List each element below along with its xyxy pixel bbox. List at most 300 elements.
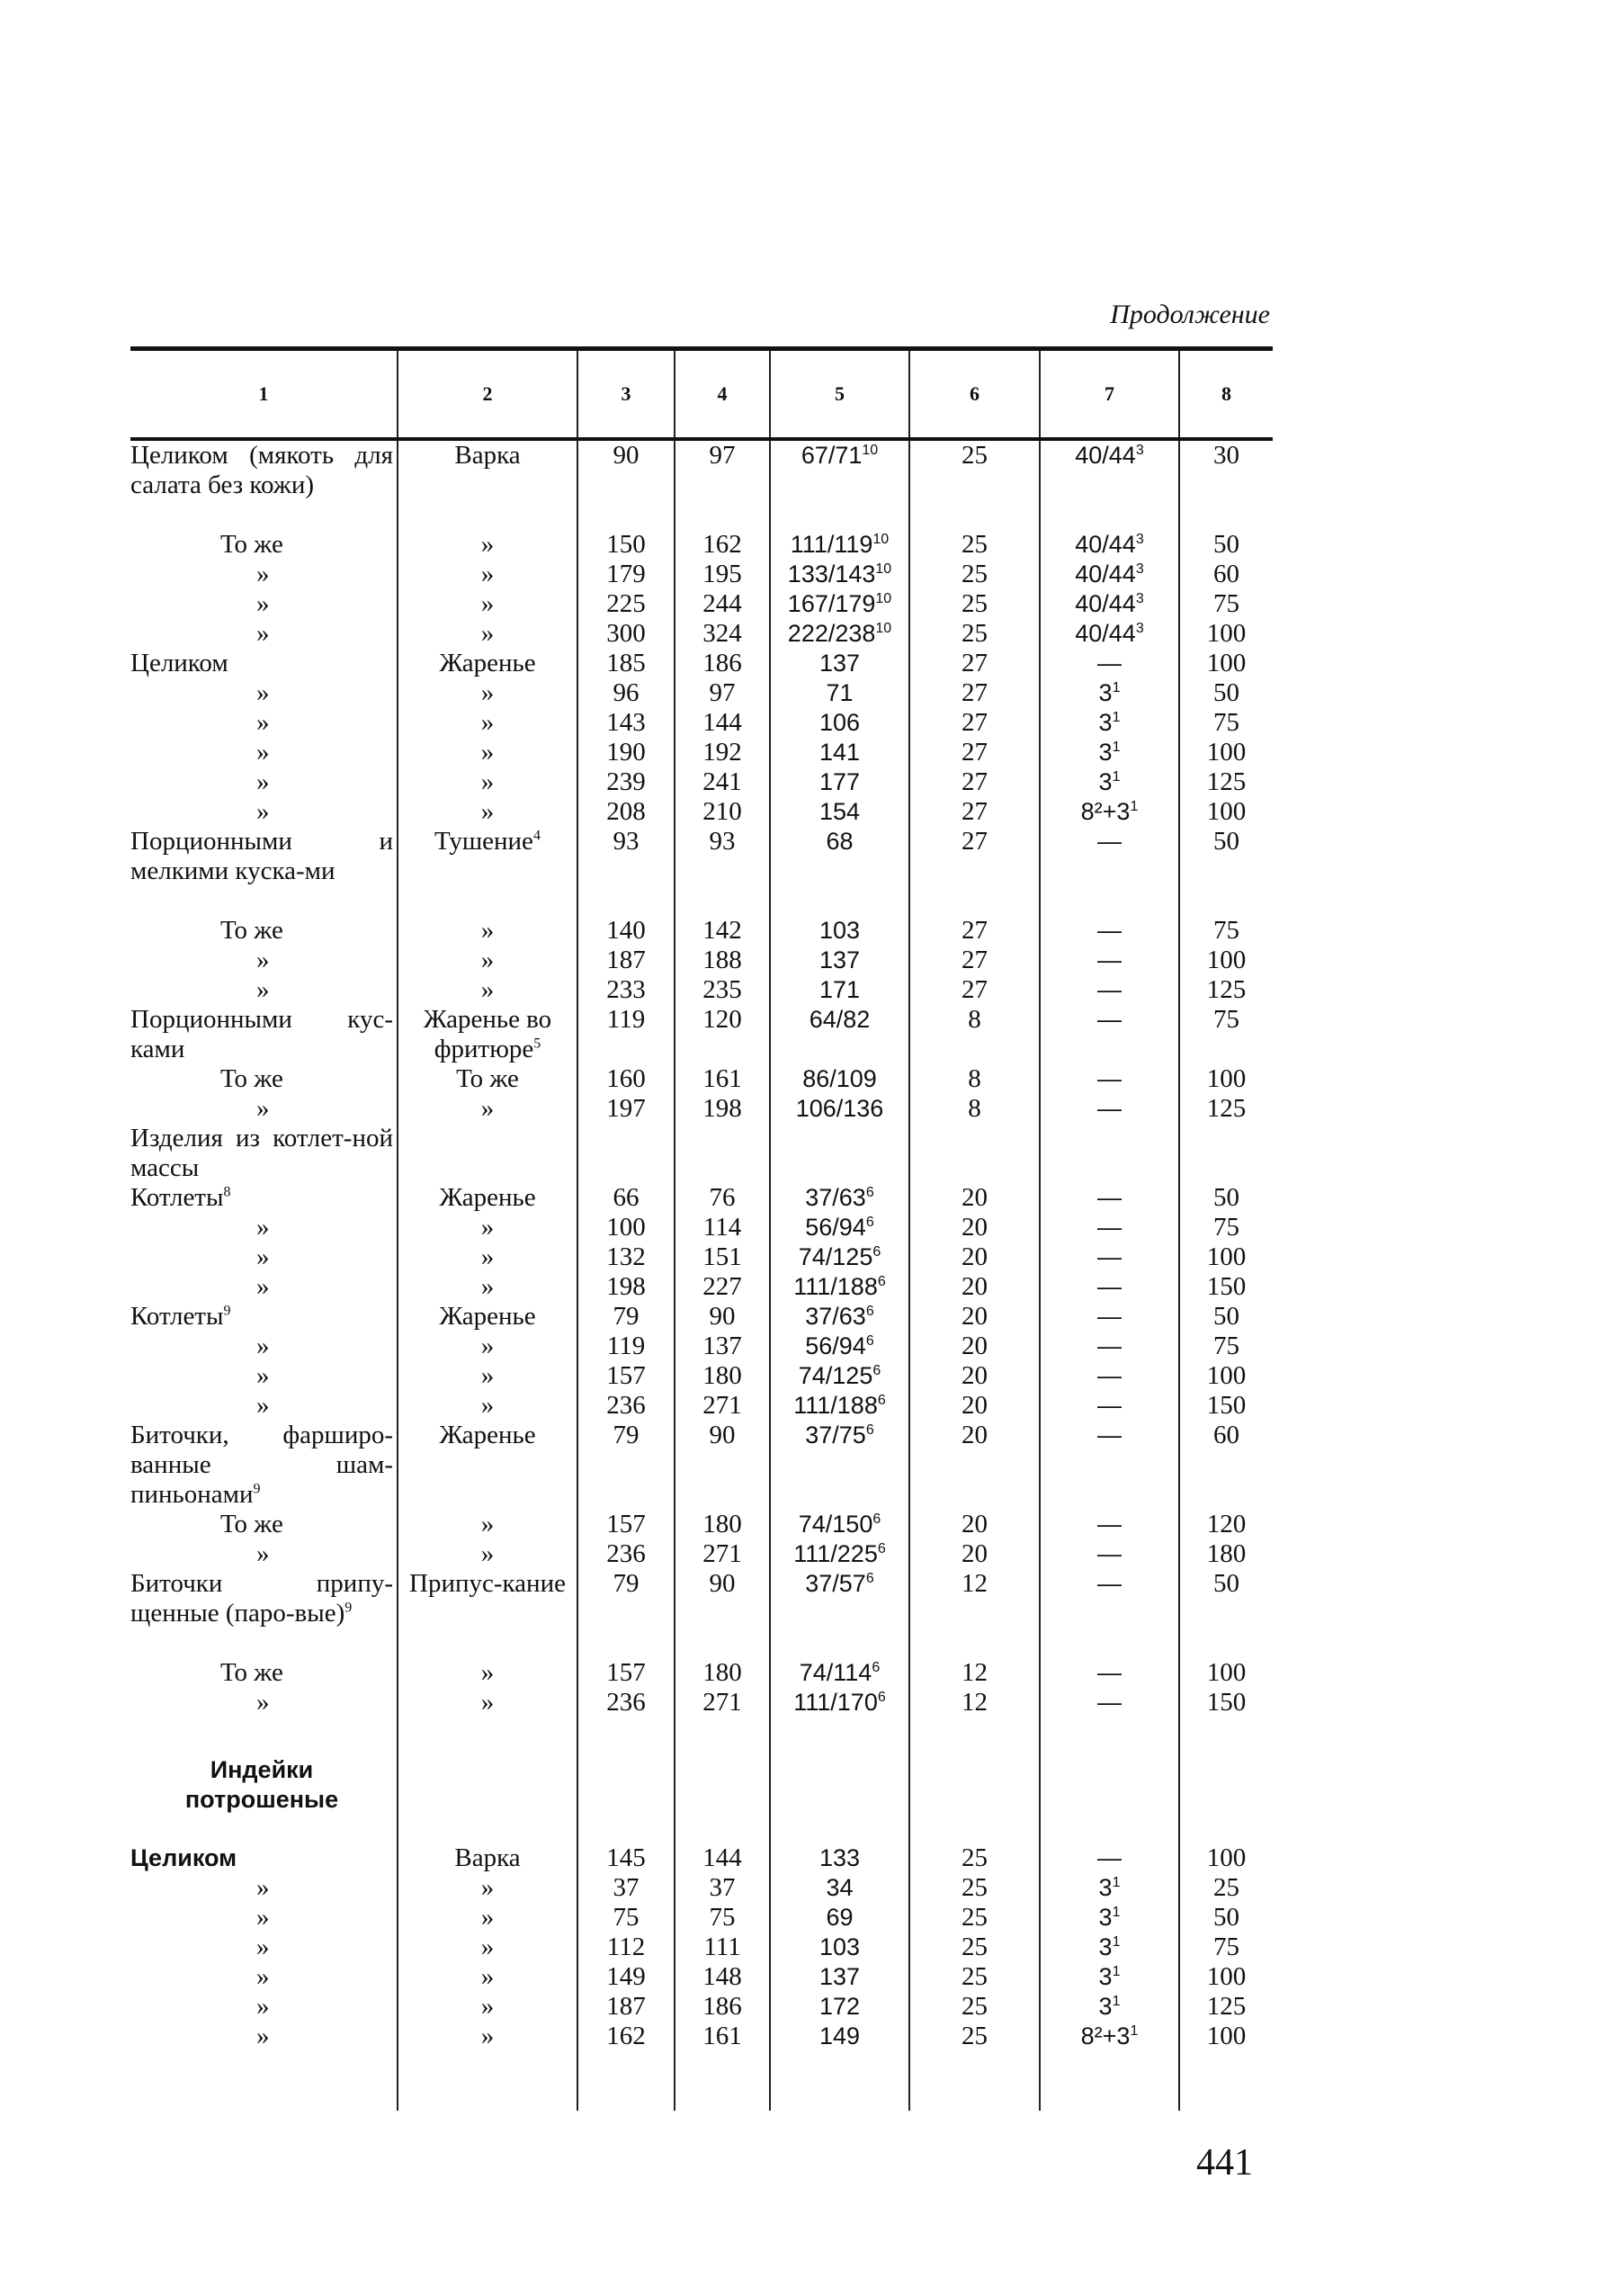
cell-text: 75 — [1213, 1005, 1239, 1034]
cell-text: 27 — [962, 975, 988, 1004]
cell-text: 75 — [1213, 1332, 1239, 1360]
cell-col-8 — [1180, 1718, 1273, 1843]
cell-col-2 — [398, 1539, 578, 1569]
cell-col-2 — [398, 530, 578, 560]
cell-col-5 — [771, 1124, 910, 1183]
cell-text: 236 — [606, 1688, 646, 1717]
cell-text: Тушение — [434, 827, 533, 856]
cell-text: 69 — [826, 1904, 854, 1931]
cell-col-8 — [1180, 1992, 1273, 2022]
footnote-ref: 6 — [865, 1422, 874, 1438]
cell-text: 76 — [709, 1183, 736, 1212]
cell-col-4 — [675, 441, 771, 530]
cell-col-2 — [398, 1005, 578, 1064]
cell-col-7 — [1041, 1658, 1180, 1688]
cell-text: 74/125 — [798, 1243, 873, 1270]
cell-text: » — [256, 1688, 270, 1717]
cell-col-2 — [398, 946, 578, 975]
cell-col-3 — [578, 1933, 675, 1962]
cell-text: То же — [220, 916, 283, 945]
footnote-ref: 1 — [1112, 680, 1121, 695]
cell-text: 75 — [1213, 589, 1239, 618]
cell-col-2 — [398, 1391, 578, 1421]
table-row — [130, 1933, 1273, 1962]
cell-col-3 — [578, 738, 675, 767]
table-body — [130, 441, 1273, 2111]
cell-col-8 — [1180, 1183, 1273, 1213]
cell-text: Биточки, фарширо-ванные шам-пиньонами — [130, 1421, 393, 1509]
empty-cell — [578, 2051, 675, 2111]
cell-text: » — [256, 1962, 270, 1991]
cell-text: 100 — [1206, 1843, 1247, 1872]
cell-text: — — [1097, 650, 1122, 677]
cell-col-3 — [578, 1843, 675, 1873]
empty-cell — [771, 2051, 910, 2111]
cell-col-7 — [1041, 649, 1180, 678]
cell-col-7 — [1041, 2022, 1180, 2051]
footnote-ref: 3 — [1135, 532, 1144, 547]
cell-col-6 — [910, 1183, 1041, 1213]
cell-text: 150 — [1206, 1391, 1247, 1420]
cell-col-7 — [1041, 1992, 1180, 2022]
cell-text: » — [480, 1242, 495, 1271]
cell-col-1 — [130, 1873, 398, 1903]
cell-text: 8²+3 — [1080, 2022, 1131, 2049]
table-row — [130, 530, 1273, 560]
cell-col-1 — [130, 1272, 398, 1302]
cell-col-8 — [1180, 1569, 1273, 1658]
cell-col-8 — [1180, 441, 1273, 530]
cell-col-5 — [771, 1843, 910, 1873]
cell-col-7 — [1041, 530, 1180, 560]
cell-text: 144 — [702, 708, 742, 737]
cell-text: » — [256, 1391, 270, 1420]
table-row — [130, 1213, 1273, 1242]
cell-text: 3 — [1098, 1993, 1113, 2020]
cell-col-2 — [398, 1302, 578, 1332]
cell-text: 157 — [606, 1658, 646, 1687]
cell-col-5 — [771, 1992, 910, 2022]
cell-col-6 — [910, 1658, 1041, 1688]
cell-text: » — [480, 738, 495, 767]
footnote-ref: 1 — [1130, 2023, 1139, 2039]
cell-col-4 — [675, 1361, 771, 1391]
cell-text: 27 — [962, 708, 988, 737]
cell-text: 144 — [702, 1843, 742, 1872]
cell-col-2 — [398, 1992, 578, 2022]
cell-col-4 — [675, 1933, 771, 1962]
table-row — [130, 708, 1273, 738]
cell-col-8 — [1180, 649, 1273, 678]
cell-col-2 — [398, 1569, 578, 1658]
cell-col-3 — [578, 1005, 675, 1064]
table-row — [130, 1272, 1273, 1302]
cell-col-3 — [578, 649, 675, 678]
cell-col-1 — [130, 1569, 398, 1658]
cell-col-6 — [910, 560, 1041, 589]
cell-col-2 — [398, 678, 578, 708]
cell-text: 66 — [613, 1183, 640, 1212]
cell-col-3 — [578, 1688, 675, 1718]
cell-col-6 — [910, 1539, 1041, 1569]
cell-text: 244 — [702, 589, 742, 618]
cell-col-8 — [1180, 1332, 1273, 1361]
cell-col-1 — [130, 708, 398, 738]
table-row — [130, 1183, 1273, 1213]
cell-col-4 — [675, 1094, 771, 1124]
cell-col-4 — [675, 530, 771, 560]
footnote-ref: 6 — [872, 1363, 881, 1378]
cell-col-3 — [578, 619, 675, 649]
cell-col-6 — [910, 1569, 1041, 1658]
cell-text: 142 — [702, 916, 742, 945]
cell-col-4 — [675, 2022, 771, 2051]
cell-text: 133/143 — [787, 561, 876, 587]
cell-col-7 — [1041, 1183, 1180, 1213]
cell-col-4 — [675, 1992, 771, 2022]
cell-text: То же — [220, 530, 283, 559]
cell-col-5 — [771, 619, 910, 649]
cell-text: 100 — [1206, 1064, 1247, 1093]
cell-text: 137 — [702, 1332, 742, 1360]
cell-col-2 — [398, 827, 578, 916]
footnote-ref: 1 — [1112, 1964, 1121, 1979]
cell-col-3 — [578, 1361, 675, 1391]
cell-col-6 — [910, 1124, 1041, 1183]
cell-col-7 — [1041, 1718, 1180, 1843]
cell-text: 162 — [702, 530, 742, 559]
cell-text: 180 — [702, 1510, 742, 1538]
cell-text: 50 — [1213, 1903, 1239, 1932]
footnote-ref: 1 — [1112, 1934, 1121, 1950]
column-header: 1 — [130, 351, 398, 437]
cell-col-6 — [910, 946, 1041, 975]
cell-col-1 — [130, 1213, 398, 1242]
table-row — [130, 1421, 1273, 1510]
cell-text: 3 — [1098, 679, 1113, 706]
cell-col-7 — [1041, 738, 1180, 767]
cell-text: 162 — [606, 2022, 646, 2050]
cell-col-4 — [675, 1391, 771, 1421]
cell-text: 25 — [1213, 1873, 1239, 1902]
footnote-ref: 10 — [872, 532, 890, 547]
cell-col-5 — [771, 441, 910, 530]
cell-text: 3 — [1098, 1933, 1113, 1960]
cell-col-3 — [578, 441, 675, 530]
cell-col-1 — [130, 827, 398, 916]
cell-text: 111 — [703, 1933, 741, 1961]
cell-col-6 — [910, 2022, 1041, 2051]
cell-col-2 — [398, 1843, 578, 1873]
cell-col-2 — [398, 649, 578, 678]
cell-text: 50 — [1213, 1569, 1239, 1598]
table-row — [130, 649, 1273, 678]
cell-col-2 — [398, 1332, 578, 1361]
footnote-ref: 3 — [1135, 443, 1144, 458]
cell-text: » — [256, 767, 270, 796]
cell-text: 74/114 — [799, 1659, 872, 1686]
cell-text: » — [480, 1992, 495, 2021]
cell-col-4 — [675, 1903, 771, 1933]
cell-col-7 — [1041, 560, 1180, 589]
cell-text: 20 — [962, 1242, 988, 1271]
cell-col-3 — [578, 1064, 675, 1094]
cell-col-7 — [1041, 1421, 1180, 1510]
cell-text: 27 — [962, 738, 988, 767]
footnote-ref: 6 — [865, 1215, 874, 1230]
cell-text: » — [256, 1903, 270, 1932]
cell-col-7 — [1041, 619, 1180, 649]
data-table — [130, 346, 1273, 2111]
cell-col-8 — [1180, 1361, 1273, 1391]
footnote-ref: 6 — [877, 1690, 886, 1705]
cell-col-3 — [578, 1391, 675, 1421]
cell-col-6 — [910, 1873, 1041, 1903]
cell-col-5 — [771, 678, 910, 708]
cell-text: 37/75 — [805, 1422, 866, 1448]
cell-col-5 — [771, 1569, 910, 1658]
cell-text: » — [256, 708, 270, 737]
continuation-label: Продолжение — [1110, 300, 1270, 329]
cell-text: 40/44 — [1075, 442, 1136, 469]
cell-text: 8 — [968, 1094, 981, 1123]
cell-col-6 — [910, 1843, 1041, 1873]
cell-col-7 — [1041, 1302, 1180, 1332]
cell-col-7 — [1041, 1094, 1180, 1124]
table-row — [130, 1094, 1273, 1124]
cell-col-2 — [398, 1962, 578, 1992]
cell-text: 20 — [962, 1302, 988, 1331]
cell-text: » — [480, 1213, 495, 1242]
cell-text: — — [1097, 1065, 1122, 1092]
cell-text: 236 — [606, 1391, 646, 1420]
cell-text: 137 — [818, 1963, 861, 1990]
cell-text: — — [1097, 1214, 1122, 1241]
cell-text: » — [256, 1213, 270, 1242]
cell-text: — — [1097, 1540, 1122, 1567]
cell-col-8 — [1180, 1124, 1273, 1183]
cell-col-7 — [1041, 1361, 1180, 1391]
cell-col-5 — [771, 916, 910, 946]
cell-text: 34 — [826, 1874, 854, 1901]
cell-col-6 — [910, 1688, 1041, 1718]
cell-col-4 — [675, 1718, 771, 1843]
cell-text: 20 — [962, 1332, 988, 1360]
cell-col-7 — [1041, 1962, 1180, 1992]
table-row — [130, 1992, 1273, 2022]
cell-col-5 — [771, 1005, 910, 1064]
cell-col-8 — [1180, 1962, 1273, 1992]
cell-text: 185 — [606, 649, 646, 677]
cell-col-6 — [910, 1272, 1041, 1302]
cell-col-8 — [1180, 1658, 1273, 1688]
cell-col-6 — [910, 1332, 1041, 1361]
cell-col-1 — [130, 678, 398, 708]
cell-col-3 — [578, 1718, 675, 1843]
cell-col-8 — [1180, 708, 1273, 738]
cell-text: 186 — [702, 1992, 742, 2021]
cell-col-1 — [130, 1124, 398, 1183]
footnote-ref: 6 — [865, 1333, 874, 1349]
cell-text: 233 — [606, 975, 646, 1004]
table-header — [130, 351, 1273, 437]
table-row — [130, 1005, 1273, 1064]
cell-col-8 — [1180, 1903, 1273, 1933]
cell-text: 40/44 — [1075, 561, 1136, 587]
cell-text: 40/44 — [1075, 620, 1136, 647]
cell-text: 25 — [962, 441, 988, 470]
cell-col-5 — [771, 708, 910, 738]
cell-col-3 — [578, 1332, 675, 1361]
cell-text: Жаренье — [439, 1421, 536, 1449]
cell-col-8 — [1180, 1005, 1273, 1064]
cell-text: 111/188 — [793, 1273, 878, 1300]
cell-text: Жаренье — [439, 649, 536, 677]
cell-col-6 — [910, 1718, 1041, 1843]
cell-col-1 — [130, 1903, 398, 1933]
cell-text: 125 — [1206, 767, 1247, 796]
cell-col-7 — [1041, 1569, 1180, 1658]
footnote-ref: 6 — [865, 1304, 874, 1319]
cell-col-1 — [130, 738, 398, 767]
cell-col-4 — [675, 738, 771, 767]
cell-col-4 — [675, 1272, 771, 1302]
cell-text: 172 — [818, 1993, 861, 2020]
cell-text: » — [256, 1361, 270, 1390]
cell-col-1 — [130, 1688, 398, 1718]
footnote-ref: 8 — [223, 1184, 231, 1200]
cell-col-6 — [910, 827, 1041, 916]
table-row — [130, 1391, 1273, 1421]
cell-text: » — [480, 975, 495, 1004]
cell-col-8 — [1180, 738, 1273, 767]
cell-col-5 — [771, 767, 910, 797]
cell-col-2 — [398, 797, 578, 827]
cell-col-7 — [1041, 767, 1180, 797]
cell-text: То же — [220, 1658, 283, 1687]
cell-col-3 — [578, 1183, 675, 1213]
cell-text: 161 — [702, 2022, 742, 2050]
cell-text: 141 — [818, 739, 861, 766]
cell-col-2 — [398, 1688, 578, 1718]
cell-text: 27 — [962, 827, 988, 856]
cell-col-8 — [1180, 530, 1273, 560]
cell-text: 150 — [606, 530, 646, 559]
cell-text: 20 — [962, 1510, 988, 1538]
cell-col-6 — [910, 1361, 1041, 1391]
cell-col-8 — [1180, 1421, 1273, 1510]
cell-col-1 — [130, 560, 398, 589]
cell-text: 67/71 — [801, 442, 863, 469]
cell-text: 90 — [613, 441, 640, 470]
cell-text: — — [1097, 1095, 1122, 1122]
cell-col-4 — [675, 1005, 771, 1064]
cell-text: 93 — [709, 827, 736, 856]
cell-col-5 — [771, 975, 910, 1005]
cell-col-1 — [130, 1843, 398, 1873]
cell-text: 192 — [702, 738, 742, 767]
cell-text: 100 — [1206, 2022, 1247, 2050]
cell-text: » — [256, 2022, 270, 2050]
cell-col-8 — [1180, 560, 1273, 589]
cell-text: 20 — [962, 1183, 988, 1212]
cell-col-6 — [910, 589, 1041, 619]
cell-col-4 — [675, 1510, 771, 1539]
footnote-ref: 6 — [872, 1511, 881, 1527]
cell-col-7 — [1041, 1272, 1180, 1302]
empty-cell — [398, 2051, 578, 2111]
cell-col-5 — [771, 589, 910, 619]
cell-text: 271 — [702, 1539, 742, 1568]
cell-text: 27 — [962, 946, 988, 974]
cell-text: 125 — [1206, 1094, 1247, 1123]
cell-col-2 — [398, 560, 578, 589]
cell-text: 179 — [606, 560, 646, 588]
column-header: 6 — [910, 351, 1041, 437]
cell-text: 100 — [1206, 1242, 1247, 1271]
cell-text: 100 — [1206, 738, 1247, 767]
cell-text: 8 — [968, 1005, 981, 1034]
cell-text: 236 — [606, 1539, 646, 1568]
cell-col-7 — [1041, 1933, 1180, 1962]
cell-col-8 — [1180, 916, 1273, 946]
cell-col-3 — [578, 1992, 675, 2022]
cell-col-3 — [578, 1094, 675, 1124]
cell-col-6 — [910, 1064, 1041, 1094]
footnote-ref: 1 — [1112, 1905, 1121, 1920]
cell-text: 177 — [818, 768, 861, 795]
cell-text: 145 — [606, 1843, 646, 1872]
cell-text: 149 — [818, 2022, 861, 2049]
cell-col-3 — [578, 1569, 675, 1658]
cell-col-2 — [398, 1124, 578, 1183]
cell-col-4 — [675, 1843, 771, 1873]
cell-text: 75 — [613, 1903, 640, 1932]
cell-text: 37 — [613, 1873, 640, 1902]
cell-col-4 — [675, 1183, 771, 1213]
cell-col-2 — [398, 1903, 578, 1933]
cell-col-1 — [130, 1005, 398, 1064]
cell-col-3 — [578, 1302, 675, 1332]
table-row — [130, 1064, 1273, 1094]
cell-col-7 — [1041, 1005, 1180, 1064]
cell-text: 187 — [606, 1992, 646, 2021]
cell-col-7 — [1041, 975, 1180, 1005]
cell-text: — — [1097, 917, 1122, 944]
cell-text: 120 — [702, 1005, 742, 1034]
cell-col-1 — [130, 797, 398, 827]
table-row — [130, 1302, 1273, 1332]
cell-col-1 — [130, 1933, 398, 1962]
cell-text: 149 — [606, 1962, 646, 1991]
cell-text: » — [256, 1332, 270, 1360]
table-row — [130, 1718, 1273, 1843]
cell-text: 186 — [702, 649, 742, 677]
cell-text: Биточки припу-щенные (паро-вые) — [130, 1569, 393, 1628]
cell-text: 180 — [702, 1658, 742, 1687]
cell-col-6 — [910, 1242, 1041, 1272]
table-row — [130, 1688, 1273, 1718]
cell-text: Целиком (мякоть для салата без кожи) — [130, 441, 393, 499]
cell-col-1 — [130, 1962, 398, 1992]
cell-text: 30 — [1213, 441, 1239, 470]
cell-text: 75 — [1213, 916, 1239, 945]
footnote-ref: 4 — [532, 828, 541, 844]
cell-col-3 — [578, 916, 675, 946]
cell-col-5 — [771, 560, 910, 589]
cell-text: 225 — [606, 589, 646, 618]
cell-col-3 — [578, 589, 675, 619]
